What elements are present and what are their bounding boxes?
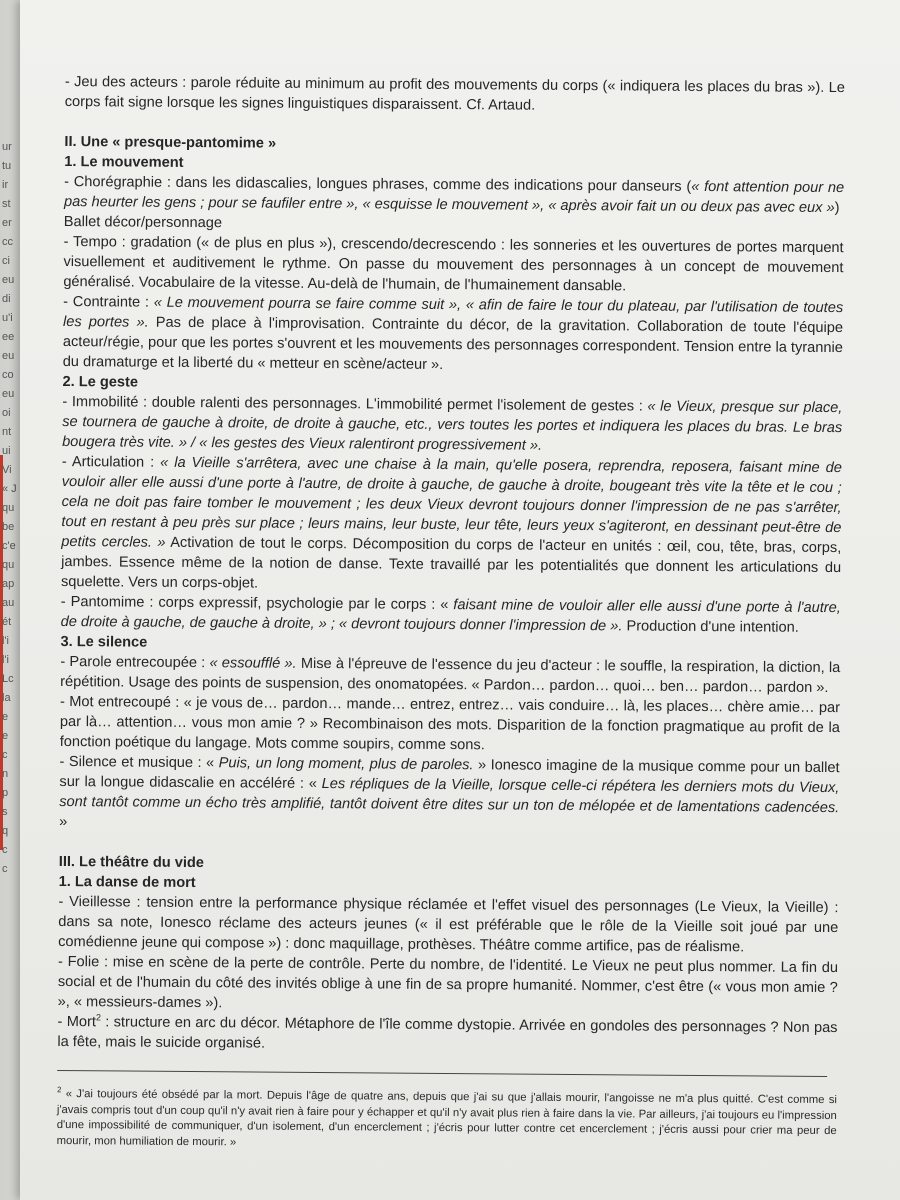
pantomime-paragraph: - Pantomime : corps expressif, psychologie par le corps : « faisant mine de vouloir aller elle aussi d'une porte à l'autre, de droite à gauche, de gauche à droite, » ; « devront toujours donner l'impression de ». Production d'une intention. xyxy=(60,593,841,636)
underlying-fragment: di xyxy=(2,293,11,305)
document-page xyxy=(20,0,900,1200)
underlying-fragment: ét xyxy=(2,616,12,628)
underlying-fragment: au xyxy=(2,597,15,609)
underlying-fragment: u'i xyxy=(2,312,13,324)
underlying-fragment: l'i xyxy=(2,654,9,666)
silence-musique-paragraph: - Silence et musique : « Puis, un long moment, plus de paroles. » Ionesco imagine de la musique comme pour un ballet sur la longue didascalie en accéléré : « Les répliques de la Vieille, lorsque celle-ci répétera les derniers mots du Vieux, sont tantôt comme un écho très amplifié, tantôt doivent être dites sur un ton de mélopée et de lamentations cadencées. » xyxy=(59,753,840,831)
underlying-fragment: « J xyxy=(2,483,17,495)
underlying-fragment: Vi xyxy=(2,464,12,476)
articulation-paragraph: - Articulation : « la Vieille s'arrêtera, avec une chaise à la main, qu'elle posera, reprendra, reposera, faisant mine de vouloir aller elle aussi d'une porte à l'autre, de droite à gauche, de gauche à droite, bougeant très vite la tête et le cou ; cela ne doit pas faire tomber le mouvement ; les deux Vieux devront toujours donner l'impression de ne pas s'arrêter, tout en restant à peu près sur place ; leurs mains, leur buste, leur tête, leurs yeux s'agiteront, en dessinant peut-être de petits cercles. » Activation de tout le corps. Décomposition du corps de l'acteur en unités : œil, cou, tête, bras, corps, jambes. Essence même de la notion de danse. Texte travaillé par les potentialités que donnent les articulations du squelette. Vers un corps-objet. xyxy=(60,453,842,592)
choregraphie-paragraph: - Chorégraphie : dans les didascalies, longues phrases, comme des indications pour danseurs (« font attention pour ne pas heurter les gens ; pour se faufiler entre », « esquisse le mouvement », « après avoir fait un ou deux pas avec eux ») xyxy=(63,173,845,217)
parole-entrecoupee-paragraph: - Parole entrecoupée : « essoufflé ». Mise à l'épreuve de l'essence du jeu d'acteur : le souffle, la respiration, la diction, la répétition. Usage des points de suspension, des onomatopées. « Pardon… pardon… quoi… ben… pardon… pardon ». xyxy=(60,653,841,697)
underlying-fragment: l'i xyxy=(2,635,9,647)
underlying-fragment: ee xyxy=(2,331,15,343)
intro-paragraph: - Jeu des acteurs : parole réduite au minimum au profit des mouvements du corps (« indiquera les places du bras »). Le corps fait signe lorsque les signes linguistiques disparaissent. Cf. Artaud. xyxy=(64,73,845,114)
underlying-fragment: c'e xyxy=(2,540,16,552)
underlying-fragment: la xyxy=(2,692,11,704)
tempo-paragraph: - Tempo : gradation (« de plus en plus »), crescendo/decrescendo : les sonneries et les ouvertures de portes marquent visuellement et auditivement le rythme. On passe du mouvement des personnages à un concept de mouvement généralisé. Vocabulaire de la vitesse. Au-delà de l'humain, de l'humainement dansable. xyxy=(63,233,844,295)
underlying-fragment: qu xyxy=(2,502,15,514)
footnote: $^2$ « J'ai toujours été obsédé par la mort. Depuis l'âge de quatre ans, depuis que j'ai su que j'allais mourir, l'angoisse ne m'a plus quitté. C'est comme si j'avais compris tout d'un coup qu'il n'y avait rien à faire pour y échapper et qu'il n'y avait plus rien à faire dans la vie. Par ailleurs, j'ai toujours eu l'impression d'une impossibilité de communiquer, d'un isolement, d'un encerclement ; j'écris pour lutter contre cet encerclement ; j'écris aussi pour crier ma peur de mourir, mon humiliation de mourir. » xyxy=(56,1085,837,1148)
section-3-title: III. Le théâtre du vide xyxy=(58,853,205,872)
underlying-fragment: c xyxy=(2,749,8,761)
underlying-fragment: er xyxy=(2,217,12,229)
vieillesse-paragraph: - Vieillesse : tension entre la performance physique réclamée et l'effet visuel des personnages (Le Vieux, la Vieille) : dans sa note, Ionesco réclame des acteurs jeunes (« il est préférable que le rôle de la Vieille soit joué par une comédienne jeune qui compose ») : donc maquillage, prothèses. Théâtre comme artifice, pas de réalisme. xyxy=(58,893,839,956)
contrainte-paragraph: - Contrainte : « Le mouvement pourra se faire comme suit », « afin de faire le tour du plateau, par l'utilisation de toutes les portes ». Pas de place à l'improvisation. Contrainte du décor, de la gravitation. Collaboration de toute l'équipe acteur/régie, pour que les portes s'ouvrent et les mouvements des personnages correspondent. Tension entre la tyrannie du dramaturge et la liberté du « metteur en scène/acteur ». xyxy=(62,293,844,373)
underlying-fragment: ap xyxy=(2,578,15,590)
ballet-paragraph: Ballet décor/personnage xyxy=(63,213,223,232)
immobilite-paragraph: - Immobilité : double ralenti des personnages. L'immobilité permet l'isolement de gestes : « le Vieux, presque sur place, se tournera de gauche à droite, de droite à gauche, etc., vers toutes les portes et indiquera les places du bras. Le bras bougera très vite. » / « les gestes des Vieux ralentiront progressivement ». xyxy=(62,393,843,454)
mot-entrecoupe-paragraph: - Mot entrecoupé : « je vous de… pardon… mande… entrez, entrez… vais conduire… là, les places… chère amie… par par là… attention… vous mon amie ? » Recombinaison des mots. Disparition de la fonction pragmatique au profit de la fonction poétique du langage. Mots comme soupirs, comme sons. xyxy=(59,693,841,754)
underlying-fragment: c xyxy=(2,863,8,875)
document-content xyxy=(57,72,845,1155)
underlying-fragment: ur xyxy=(2,141,12,153)
underlying-fragment: co xyxy=(2,369,14,381)
underlying-fragment: e xyxy=(2,711,9,723)
underlying-fragment: p xyxy=(2,787,9,799)
underlying-fragment: qu xyxy=(2,559,15,571)
underlying-fragment: Lc xyxy=(2,673,14,685)
subsection-geste-title: 2. Le geste xyxy=(62,373,139,391)
underlying-fragment: eu xyxy=(2,350,15,362)
underlying-fragment: eu xyxy=(2,388,15,400)
section-2-title: II. Une « presque-pantomime » xyxy=(64,133,277,152)
underlying-fragment: q xyxy=(2,825,9,837)
footnote-divider xyxy=(57,1070,827,1077)
underlying-fragment: be xyxy=(2,521,15,533)
mort-paragraph: - Mort$^2$ : structure en arc du décor. Métaphore de l'île comme dystopie. Arrivée en gondoles des personnages ? Non pas la fête, mais le suicide organisé. xyxy=(57,1012,838,1052)
underlying-fragment: n xyxy=(2,768,9,780)
underlying-fragment: eu xyxy=(2,274,15,286)
underlying-fragment: nt xyxy=(2,426,12,438)
subsection-silence-title: 3. Le silence xyxy=(60,633,148,651)
underlying-fragment: tu xyxy=(2,160,12,172)
underlying-fragment: c xyxy=(2,844,8,856)
footnote-number: 2 xyxy=(56,1085,62,1095)
underlying-fragment: cc xyxy=(2,236,13,248)
underlying-fragment: ui xyxy=(2,445,11,457)
underlying-fragment: oi xyxy=(2,407,11,419)
underlying-fragment: s xyxy=(2,806,8,818)
subsection-mouvement-title: 1. Le mouvement xyxy=(64,153,184,171)
footnote-ref: 2 xyxy=(95,1012,102,1023)
underlying-fragment: ir xyxy=(2,179,9,191)
underlying-fragment: e xyxy=(2,730,9,742)
subsection-danse-de-mort-title: 1. La danse de mort xyxy=(58,873,196,892)
underlying-fragment: st xyxy=(2,198,11,210)
folie-paragraph: - Folie : mise en scène de la perte de contrôle. Perte du nombre, de l'identité. Le Vieux ne peut plus nommer. La fin du social et de l'humain du côté des invités oblige à une fin de sa propre humanité. Nommer, c'est être (« vous mon amie ? », « messieurs-dames »). xyxy=(57,953,839,1012)
underlying-fragment: ci xyxy=(2,255,10,267)
